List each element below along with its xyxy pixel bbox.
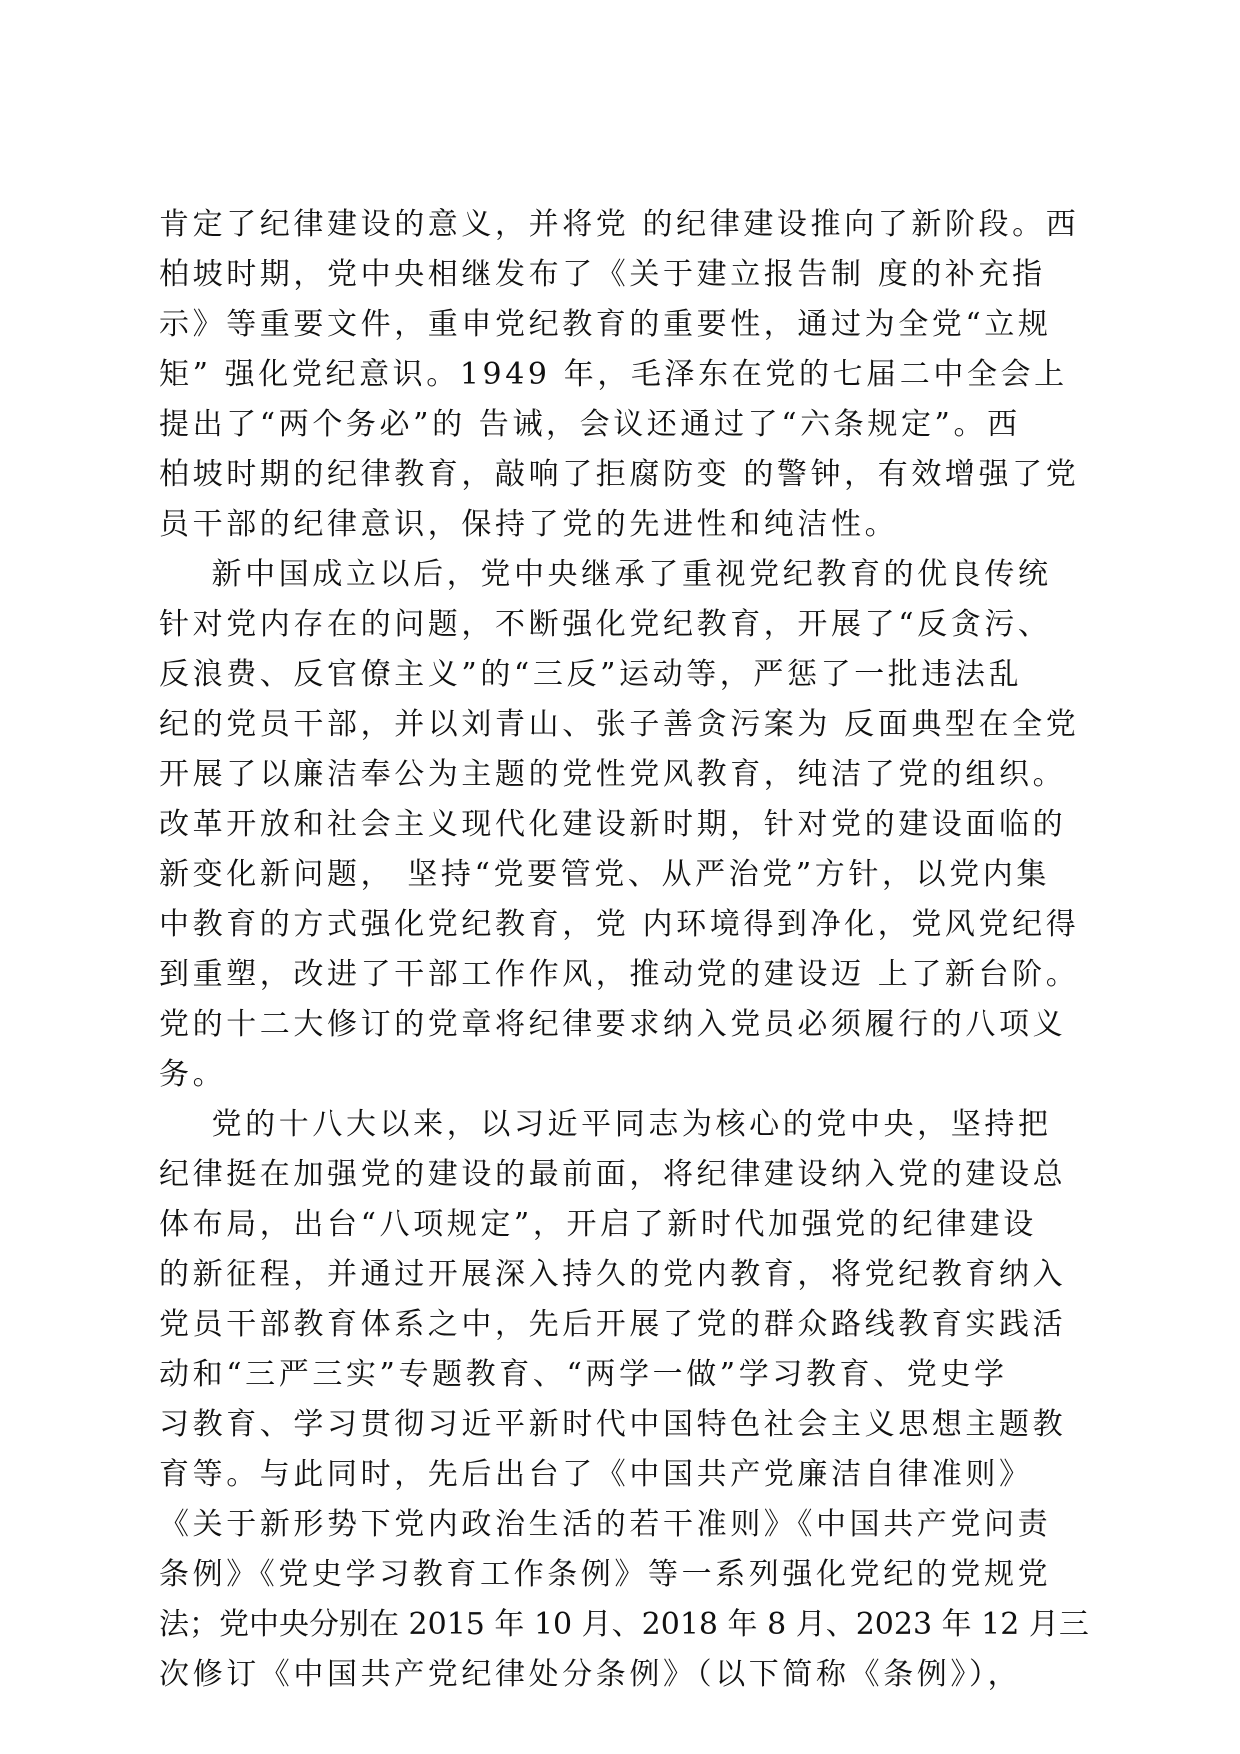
text-line: 条例》《党史学习教育工作条例》等一系列强化党纪的党规党 (159, 1557, 1052, 1592)
text-line: 示》等重要文件，重申党纪教育的重要性，通过为全党“立规 (159, 307, 1052, 342)
text-line: 习教育、学习贯彻习近平新时代中国特色社会主义思想主题教 (159, 1407, 1067, 1442)
text-line: 党的十二大修订的党章将纪律要求纳入党员必须履行的八项义 (159, 1007, 1067, 1042)
text-line: 的新征程，并通过开展深入持久的党内教育，将党纪教育纳入 (159, 1257, 1067, 1292)
text-line: 提出了“两个务必”的 告诫，会议还通过了“六条规定”。西 (159, 407, 1021, 442)
text-line: 党员干部教育体系之中，先后开展了党的群众路线教育实践活 (159, 1307, 1067, 1342)
text-line: 新中国成立以后，党中央继承了重视党纪教育的优良传统 (159, 557, 1052, 592)
body-text (159, 200, 1089, 1700)
text-line: 党的十八大以来，以习近平同志为核心的党中央，坚持把 (159, 1107, 1052, 1142)
text-line: 肯定了纪律建设的意义，并将党 的纪律建设推向了新阶段。西 (159, 207, 1080, 242)
text-line: 体布局，出台“八项规定”，开启了新时代加强党的纪律建设 (159, 1207, 1037, 1242)
text-line: 纪律挺在加强党的建设的最前面，将纪律建设纳入党的建设总 (159, 1157, 1067, 1192)
text-line: 法；党中央分别在 2015 年 10 月、2018 年 8 月、2023 年 12 月三 (159, 1607, 1089, 1642)
text-line: 反浪费、反官僚主义”的“三反”运动等，严惩了一批违法乱 (159, 657, 1023, 692)
text-line: 次修订《中国共产党纪律处分条例》（以下简称《条例》）， (159, 1657, 1022, 1692)
text-line: 开展了以廉洁奉公为主题的党性党风教育，纯洁了党的组织。 (159, 757, 1067, 792)
text-line: 改革开放和社会主义现代化建设新时期，针对党的建设面临的 (159, 807, 1067, 842)
text-line: 育等。与此同时，先后出台了《中国共产党廉洁自律准则》 (159, 1457, 1033, 1492)
text-line: 员干部的纪律意识，保持了党的先进性和纯洁性。 (159, 507, 899, 542)
text-line: 针对党内存在的问题，不断强化党纪教育，开展了“反贪污、 (159, 607, 1052, 642)
text-line: 新变化新问题， 坚持“党要管党、从严治党”方针，以党内集 (159, 857, 1051, 892)
text-line: 中教育的方式强化党纪教育，党 内环境得到净化，党风党纪得 (159, 907, 1080, 942)
text-line: 务。 (159, 1057, 227, 1092)
text-line: 矩” 强化党纪意识。1949 年，毛泽东在党的七届二中全会上 (159, 357, 1068, 392)
text-line: 《关于新形势下党内政治生活的若干准则》《中国共产党问责 (159, 1507, 1052, 1542)
text-line: 纪的党员干部，并以刘青山、张子善贪污案为 反面典型在全党 (159, 707, 1080, 742)
text-line: 到重塑，改进了干部工作作风，推动党的建设迈 上了新台阶。 (159, 957, 1080, 992)
text-line: 动和“三严三实”专题教育、“两学一做”学习教育、党史学 (159, 1357, 1008, 1392)
text-line: 柏坡时期，党中央相继发布了《关于建立报告制 度的补充指 (159, 257, 1046, 292)
text-line: 柏坡时期的纪律教育，敲响了拒腐防变 的警钟，有效增强了党 (159, 457, 1080, 492)
